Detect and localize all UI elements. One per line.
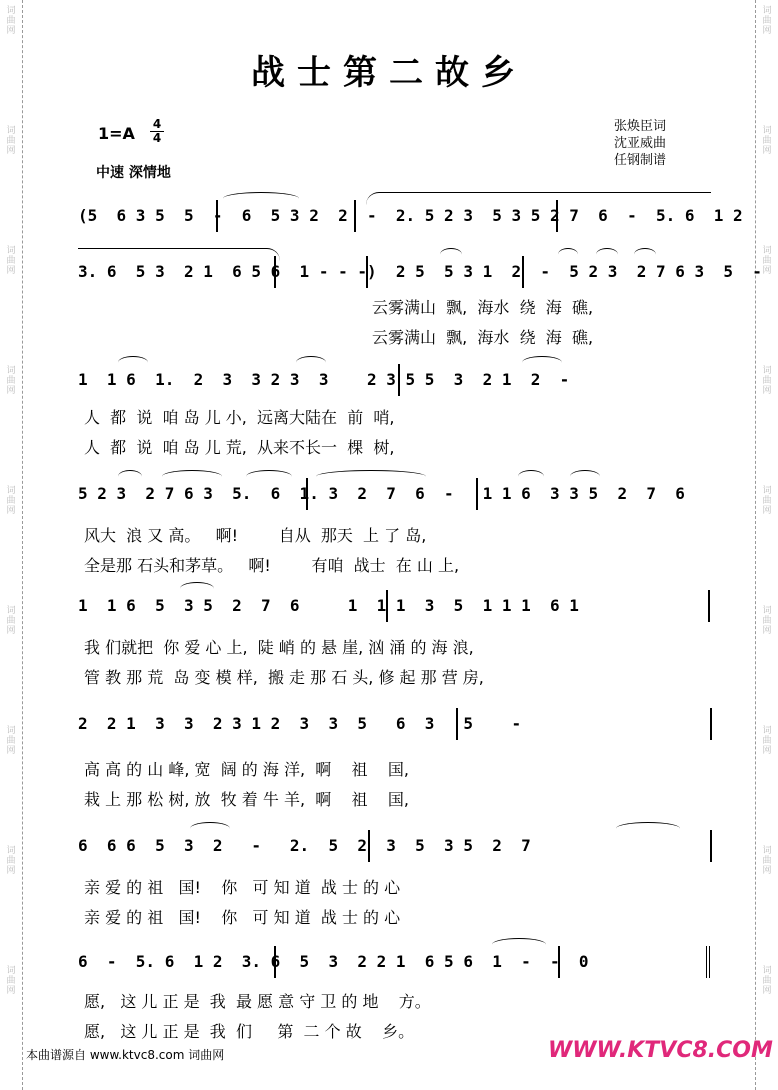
slur [522,356,562,369]
lyric-verse-1: 风大 浪 又 高。 啊! 自从 那天 上 了 岛, [84,526,427,545]
lyric-verse-2: 全是那 石头和茅草。 啊! 有咱 战士 在 山 上, [84,556,460,575]
barline [366,256,368,288]
barline [476,478,478,510]
watermark-text: 词曲网 [6,606,16,636]
slur [518,470,544,483]
source-note: 本曲谱源自 www.ktvc8.com 词曲网 [26,1048,225,1062]
site-logo: WWW.KTVC8.COM [548,1038,773,1063]
slur [316,470,426,483]
slur [190,822,230,835]
lyric-verse-1: 云雾满山 飘, 海水 绕 海 礁, [372,298,594,317]
notation-line: 3. 6 5 3 2 1 6 5 6 1 - - -) 2 5 5 3 1 2 - 5 2 3 2 7 6 3 5 - [78,262,762,281]
time-signature-bottom: 4 [150,131,164,145]
slur [246,470,292,483]
slur [558,248,578,261]
key-signature: 1=A [98,124,135,143]
credits [614,118,666,169]
time-signature-top: 4 [152,117,162,131]
barline [710,830,712,862]
watermark-text: 词曲网 [762,966,772,996]
watermark-text: 词曲网 [6,966,16,996]
lyric-verse-1: 人 都 说 咱 岛 儿 小, 远离大陆在 前 哨, [84,408,395,427]
watermark-text: 词曲网 [6,486,16,516]
watermark-text: 词曲网 [6,846,16,876]
slur [78,248,280,261]
notation-line: 6 6 6 5 3 2 - 2. 5 2 3 5 3 5 2 7 [78,836,531,855]
barline [274,946,276,978]
watermark-text: 词曲网 [762,246,772,276]
watermark-text: 词曲网 [762,126,772,156]
barline [368,830,370,862]
lyric-verse-1: 高 高 的 山 峰, 宽 阔 的 海 洋, 啊 祖 国, [84,760,409,779]
slur [366,192,711,205]
composer-credit: 沈亚威曲 [614,136,667,151]
staff-2 [78,262,762,292]
notation-line: 5 2 3 2 7 6 3 5. 6 1. 3 2 7 6 - 1 1 6 3 3 5 2 7 6 [78,484,685,503]
watermark-text: 词曲网 [6,726,16,756]
notation-line: 2 2 1 3 3 2 3 1 2 3 3 5 6 3 5 - [78,714,522,733]
final-barline [706,946,710,978]
staff-4 [78,484,710,514]
watermark-text: 词曲网 [762,366,772,396]
watermark-text: 词曲网 [6,246,16,276]
slur [162,470,222,483]
staff-7 [78,836,710,866]
watermark-text: 词曲网 [762,846,772,876]
slur [118,470,142,483]
barline [306,478,308,510]
slur [616,822,680,835]
tempo-marking: 中速 深情地 [96,165,171,181]
watermark-text: 词曲网 [762,486,772,516]
slur [180,582,214,595]
song-title: 战士第二故乡 [251,53,527,93]
watermark-text: 词曲网 [762,726,772,756]
lyricist-credit: 张焕臣词 [614,119,667,134]
lyric-verse-2: 云雾满山 飘, 海水 绕 海 礁, [372,328,594,347]
barline [354,200,356,232]
staff-3 [78,370,710,400]
watermark-text: 词曲网 [6,366,16,396]
slur [296,356,326,369]
slur [596,248,618,261]
lyric-verse-2: 人 都 说 咱 岛 儿 荒, 从来不长一 棵 树, [84,438,395,457]
barline [522,256,524,288]
notation-line: 1 1 6 1. 2 3 3 2 3 3 2 3 5 5 3 2 1 2 - [78,370,570,389]
notation-line: 6 - 5. 6 1 2 3. 6 5 3 2 2 1 6 5 6 1 - - 0 [78,952,589,971]
lyric-verse-1: 愿, 这 儿 正 是 我 最 愿 意 守 卫 的 地 方。 [84,992,431,1011]
barline [456,708,458,740]
watermark-text: 词曲网 [762,606,772,636]
slur [223,192,299,205]
staff-1 [78,206,743,236]
notation-line: (5 6 3 5 5 - 6 5 3 2 2 - 2. 5 2 3 5 3 5 2 7 6 - 5. 6 1 2 [78,206,743,225]
notation-line: 1 1 6 5 3 5 2 7 6 1 1 1 3 5 1 1 1 6 1 [78,596,579,615]
slur [570,470,600,483]
watermark-text: 词曲网 [6,6,16,36]
slur [492,938,546,951]
lyric-verse-2: 亲 爱 的 祖 国! 你 可 知 道 战 士 的 心 [84,908,401,927]
barline [558,946,560,978]
lyric-verse-2: 愿, 这 儿 正 是 我 们 第 二 个 故 乡。 [84,1022,415,1041]
staff-6 [78,714,710,744]
watermark-text: 词曲网 [762,6,772,36]
slur [118,356,148,369]
lyric-verse-1: 我 们就把 你 爱 心 上, 陡 峭 的 悬 崖, 汹 涌 的 海 浪, [84,638,474,657]
slur [634,248,656,261]
barline [386,590,388,622]
right-watermark-strip [755,0,778,1090]
watermark-text: 词曲网 [6,126,16,156]
lyric-verse-2: 管 教 那 荒 岛 变 模 样, 搬 走 那 石 头, 修 起 那 营 房, [84,668,484,687]
barline [398,364,400,396]
slur [440,248,462,261]
engraver-credit: 任钢制谱 [614,153,667,168]
left-watermark-strip [0,0,23,1090]
time-signature [150,118,164,145]
staff-8 [78,952,710,982]
barline [708,590,710,622]
barline [216,200,218,232]
lyric-verse-1: 亲 爱 的 祖 国! 你 可 知 道 战 士 的 心 [84,878,401,897]
lyric-verse-2: 栽 上 那 松 树, 放 牧 着 牛 羊, 啊 祖 国, [84,790,409,809]
staff-5 [78,596,710,626]
barline [710,708,712,740]
